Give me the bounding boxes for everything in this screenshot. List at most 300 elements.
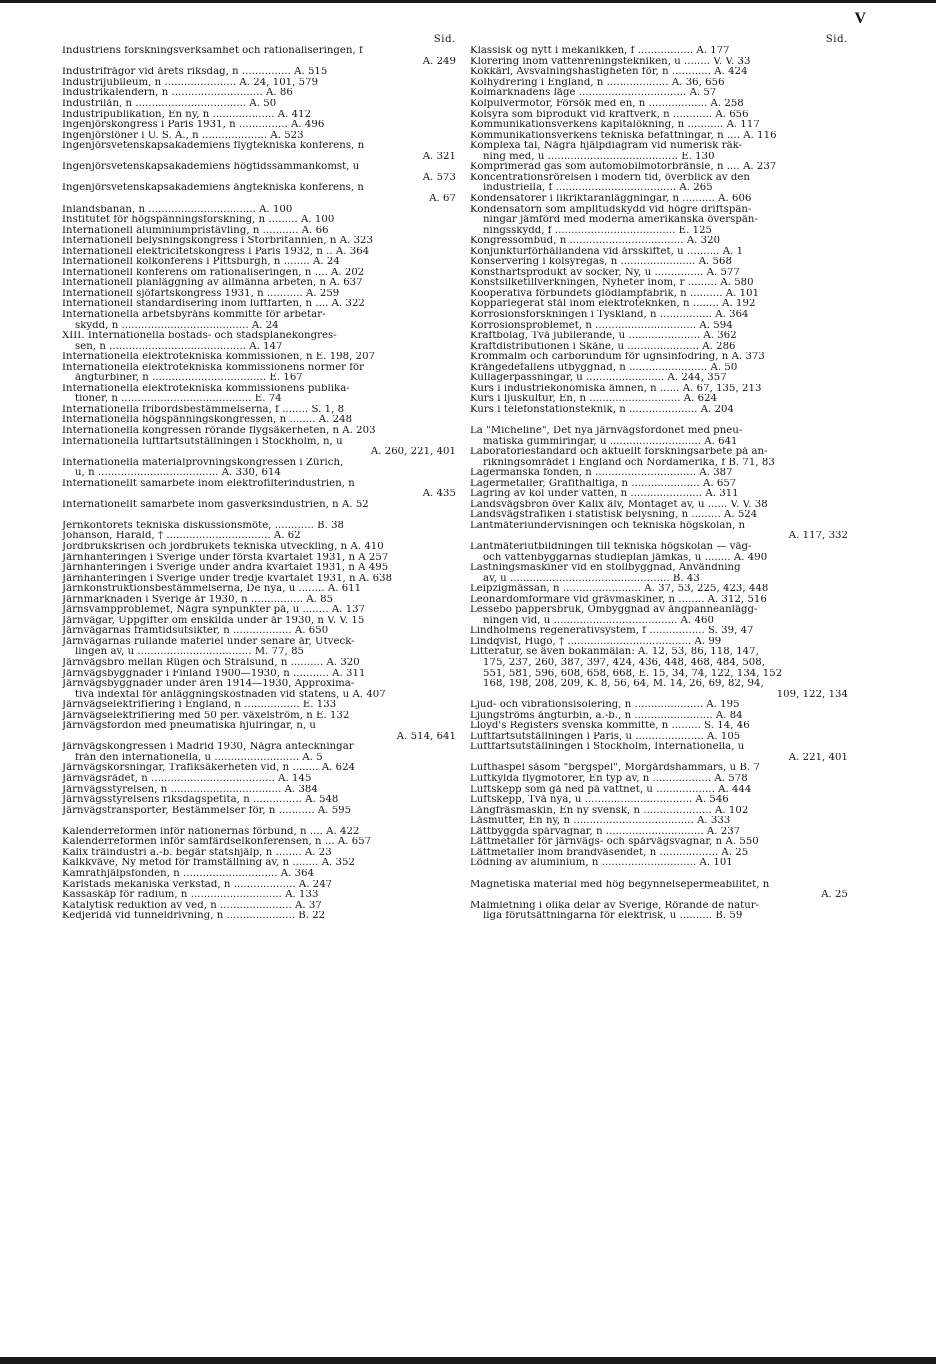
index-entry — [470, 848, 848, 859]
entry-line: 175, 237, 260, 387, 397, 424, 436, 448, 468, 484, 508, — [483, 658, 766, 669]
entry-line: Kraftdistributionen i Skåne, u ...................... A. 286 — [470, 341, 736, 352]
index-entry — [62, 247, 456, 258]
entry-line: Järnvägarnas rullande materiel under senare år, Utveck- — [62, 636, 355, 647]
entry-line: Internationella elektrotekniska kommissionens publika- — [62, 383, 350, 394]
entry-line: A. 435 — [422, 489, 456, 500]
entry-line: Lantmäteriundervisningen och tekniska högskolan, n — [470, 520, 746, 531]
section-gap — [62, 816, 456, 827]
entry-line: Järnvägsbyggnader i Finland 1900—1930, n ........... A. 311 — [62, 668, 366, 679]
entry-line: Kondensatorn som amplitudskydd vid högre driftspän- — [470, 204, 752, 215]
index-entry — [62, 415, 456, 426]
entry-line: Järnvägstransporter, Bestämmelser för, n ........... A. 595 — [62, 805, 352, 816]
index-entry — [470, 626, 848, 637]
entry-line: ningar jämförd med moderna amerikanska överspän- — [483, 215, 758, 226]
entry-line: Järnvägselektrifiering med 50 per. växelström, n E. 132 — [62, 710, 350, 721]
entry-line: Ingenjörsvetenskapsakademiens flygtekniska konferens, n — [62, 141, 365, 152]
index-column-left — [62, 35, 456, 922]
entry-line: Kommunikationsverkens kapitalökning, n ........... A. 117 — [470, 120, 760, 131]
index-entry — [470, 46, 848, 57]
index-entry — [62, 553, 456, 564]
entry-line: Kraftbolag, Två jubilerande, u ...................... A. 362 — [470, 331, 737, 342]
index-entry — [62, 257, 456, 268]
index-entry — [470, 637, 848, 648]
entry-line: sen, n .......................................... A. 147 — [75, 341, 283, 352]
section-gap — [62, 510, 456, 521]
index-entry — [470, 278, 848, 289]
index-entry — [62, 637, 456, 658]
entry-line: ning med, u ........................................ E. 130 — [483, 151, 715, 162]
entry-line: Lagermanska fonden, n ............................... A. 387 — [470, 468, 733, 479]
index-entry — [62, 763, 456, 774]
entry-line: A. 573 — [422, 172, 456, 183]
index-entry — [62, 837, 456, 848]
entry-line: Internationell konferens om rationaliseringen, n .... A. 202 — [62, 267, 365, 278]
entry-line: Leipzigmässan, n ........................ A. 37, 53, 225, 423, 448 — [470, 584, 769, 595]
entry-line: Industripublikation, En ny, n ................... A. 412 — [62, 109, 312, 120]
index-entry — [470, 785, 848, 796]
index-column-right — [470, 35, 848, 922]
index-entry — [470, 732, 848, 743]
entry-line: Industrijubileum, n ...................... A. 24, 101, 579 — [62, 77, 319, 88]
entry-line: Kolhydrering i England, n ................... A. 36, 656 — [470, 77, 725, 88]
entry-line: Lättmetaller inom brandväsendet, n .................. A. 25 — [470, 847, 749, 858]
index-entry — [470, 363, 848, 374]
entry-line: Inlandsbanan, n ................................. A. 100 — [62, 204, 293, 215]
entry-line: Internationella kongressen rörande flygsäkerheten, n A. 203 — [62, 425, 376, 436]
index-entry — [62, 605, 456, 616]
entry-line: av, u ................................................. B. 43 — [483, 573, 700, 584]
index-entry — [62, 226, 456, 237]
index-entry — [62, 700, 456, 711]
entry-line: Kalix träindustri a.-b. begär statshjälp, n ........ A. 23 — [62, 847, 332, 858]
entry-line: Järnhanteringen i Sverige under andra kvartalet 1931, n A 495 — [62, 563, 389, 574]
entry-line: och vattenbyggarnas studieplan jämkas, u ........ A. 490 — [483, 552, 768, 563]
entry-line: Institutet för högspänningsforskning, n ......... A. 100 — [62, 215, 335, 226]
entry-line: A. 321 — [422, 151, 456, 162]
entry-line: lingen av, u ................................... M. 77, 85 — [75, 647, 305, 658]
index-entry — [62, 721, 456, 742]
entry-line: A. 514, 641 — [396, 731, 456, 742]
entry-line: Lindholmens regenerativsystem, f ................. S. 39, 47 — [470, 626, 754, 637]
entry-line: A. 249 — [422, 56, 456, 67]
entry-line: Ingenjörsvetenskapsakademiens högtidssammankomst, u — [62, 162, 360, 173]
entry-list — [470, 46, 848, 921]
index-entry — [470, 510, 848, 521]
entry-line: Internationella elektrotekniska kommissionens normer för — [62, 362, 365, 373]
entry-line: Järnsvampproblemet, Några synpunkter på, u ........ A. 137 — [62, 605, 366, 616]
index-entry — [470, 268, 848, 279]
entry-line: Kommunikationsverkens tekniska befattningar, n .... A. 116 — [470, 130, 777, 141]
index-entry — [62, 848, 456, 859]
index-entry — [470, 120, 848, 131]
entry-line: Kurs i ljuskultur, En, n ............................ A. 624 — [470, 394, 718, 405]
index-entry — [62, 363, 456, 384]
index-entry — [62, 479, 456, 500]
column-header: Sid. — [433, 34, 456, 45]
entry-line: 168, 198, 208, 209, K. 8, 56, 64, M. 14, 26, 69, 82, 94, — [483, 679, 764, 690]
index-entry — [62, 458, 456, 479]
entry-line: Ljud- och vibrationsisolering, n ..................... A. 195 — [470, 700, 740, 711]
entry-line: Lödning av aluminium, n ............................. A. 101 — [470, 858, 733, 869]
entry-line: Kullagerpassningar, u ........................ A. 244, 357 — [470, 373, 727, 384]
entry-line: XIII. Internationella bostads- och stadsplanekongres- — [62, 331, 337, 342]
entry-line: Katalytisk reduktion av ved, n ...................... A. 37 — [62, 900, 322, 911]
entry-line: ningsskydd, f ..................................... E. 125 — [483, 225, 713, 236]
index-entry — [470, 827, 848, 838]
entry-line: Komplexa tal, Några hjälpdiagram vid numerisk räk- — [470, 141, 743, 152]
index-entry — [62, 669, 456, 680]
index-entry — [62, 384, 456, 405]
entry-line: Leonardomformare vid grävmaskiner, n ........ A. 312, 516 — [470, 594, 767, 605]
index-entry — [62, 500, 456, 511]
index-entry — [62, 278, 456, 289]
entry-line: Luftfartsutställningen i Paris, u ..................... A. 105 — [470, 731, 741, 742]
entry-line: Johanson, Harald, † ................................ A. 62 — [62, 531, 301, 542]
entry-line: Internationella högspänningskongressen, n ........ A. 248 — [62, 415, 353, 426]
entry-line: Industrifrågor vid årets riksdag, n ............... A. 515 — [62, 67, 328, 78]
index-entry — [62, 110, 456, 121]
index-entry — [62, 215, 456, 226]
index-entry — [470, 595, 848, 606]
index-entry — [470, 141, 848, 162]
entry-line: Ljungströms ångturbin, a.-b., n ........................ A. 84 — [470, 710, 743, 721]
index-entry — [470, 880, 848, 901]
index-entry — [62, 67, 456, 78]
entry-line: Järnvägsbro mellan Rügen och Stralsund, n .......... A. 320 — [62, 658, 360, 669]
index-entry — [62, 563, 456, 574]
index-entry — [470, 162, 848, 173]
entry-line: Lastningsmaskiner vid en stollbyggnad, Användning — [470, 563, 741, 574]
index-entry — [470, 489, 848, 500]
index-entry — [62, 162, 456, 183]
index-entry — [62, 658, 456, 669]
index-entry — [470, 310, 848, 321]
index-entry — [62, 901, 456, 912]
entry-line: Luftkylda flygmotorer, En typ av, n .................. A. 578 — [470, 774, 748, 785]
entry-line: Landsvägstrafiken i statistisk belysning, n ......... A. 524 — [470, 510, 758, 521]
entry-line: Lagermetaller, Grafithaltiga, n ..................... A. 657 — [470, 478, 737, 489]
index-entry — [62, 88, 456, 99]
index-entry — [470, 247, 848, 258]
entry-line: Järnvägskongressen i Madrid 1930, Några anteckningar — [62, 742, 354, 753]
index-entry — [470, 173, 848, 194]
entry-line: Lantmäteriutbildningen till tekniska högskolan — väg- — [470, 542, 752, 552]
entry-line: Magnetiska material med hög begynnelsepermeabilitet, n — [470, 879, 770, 890]
entry-list — [62, 46, 456, 921]
entry-line: Internationella materialprovningskongressen i Zürich, — [62, 457, 344, 468]
index-entry — [62, 310, 456, 331]
entry-line: Järnvägselektrifiering i England, n ................. E. 133 — [62, 700, 337, 711]
entry-line: Järnvägskorsningar, Trafiksäkerheten vid, n ........ A. 624 — [62, 763, 356, 774]
entry-line: Järnvägar, Uppgifter om enskilda under år 1930, n V. V. 15 — [62, 615, 365, 626]
entry-line: Ingenjörsvetenskapsakademiens ångtekniska konferens, n — [62, 183, 364, 194]
index-entry — [62, 46, 456, 67]
index-entry — [62, 205, 456, 216]
entry-line: Internationell elektricitetskongress i Paris 1932, n .. A. 364 — [62, 246, 370, 257]
entry-line: Lagring av kol under vatten, n ...................... A. 311 — [470, 489, 739, 500]
entry-line: Konstsilketillverkningen, Nyheter inom, r ......... A. 580 — [470, 278, 754, 289]
index-entry — [62, 331, 456, 352]
entry-line: Kalkkväve, Ny metod för framställning av, n ........ A. 352 — [62, 858, 355, 869]
entry-line: Internationella luftfartsutställningen i Stockholm, n, u — [62, 436, 343, 447]
entry-line: Låsmutter, En ny, n ..................................... A. 333 — [470, 816, 731, 827]
index-entry — [470, 373, 848, 384]
entry-line: ningen vid, u ...................................... A. 460 — [483, 615, 714, 626]
entry-line: A. 117, 332 — [788, 531, 848, 542]
index-entry — [470, 837, 848, 848]
section-gap — [470, 415, 848, 426]
index-entry — [62, 289, 456, 300]
entry-line: Klorering inom vattenreningstekniken, u ........ V. V. 33 — [470, 56, 751, 67]
entry-line: Internationella fribordsbestämmelserna, f ........ S. 1, 8 — [62, 404, 345, 415]
index-entry — [62, 795, 456, 806]
index-entry — [470, 131, 848, 142]
index-entry — [470, 521, 848, 542]
entry-line: Internationella elektrotekniska kommissionen, n E. 198, 207 — [62, 352, 376, 363]
index-entry — [470, 331, 848, 342]
index-entry — [62, 426, 456, 437]
index-entry — [62, 437, 456, 458]
entry-line: Internationella arbetsbyråns kommitté för arbetar- — [62, 309, 326, 320]
index-entry — [62, 679, 456, 700]
entry-line: Kurs i industriekonomiska ämnen, n ...... A. 67, 135, 213 — [470, 383, 762, 394]
entry-line: rikningsområdet i England och Nordamerika, f B. 71, 83 — [483, 457, 775, 468]
entry-line: Ingenjörslöner i U. S. A., n .................... A. 523 — [62, 130, 304, 141]
entry-line: La "Micheline", Det nya järnvägsfordonet med pneu- — [470, 425, 743, 436]
index-entry — [62, 131, 456, 142]
entry-line: Järnvägsbyggnader under åren 1914—1930, Approxima- — [62, 679, 355, 690]
entry-line: ångturbiner, n ................................... E. 167 — [75, 373, 303, 384]
entry-line: Konjunkturförhållandena vid årsskiftet, u .......... A. 1 — [470, 246, 744, 257]
index-entry — [62, 268, 456, 279]
entry-line: Jordbrukskrisen och jordbrukets tekniska utveckling, n A. 410 — [62, 542, 384, 552]
index-entry — [470, 700, 848, 711]
index-entry — [470, 721, 848, 732]
entry-line: Järnmarknaden i Sverige år 1930, n ................ A. 85 — [62, 594, 334, 605]
index-entry — [470, 194, 848, 205]
entry-line: Internationellt samarbete inom elektrofilterindustrien, n — [62, 478, 355, 489]
index-entry — [470, 299, 848, 310]
entry-line: Konservering i kolsyregas, n ....................... A. 568 — [470, 257, 732, 268]
entry-line: Kokkärl, Avsvalningshastigheten för, n ............ A. 424 — [470, 67, 748, 78]
index-entry — [470, 205, 848, 237]
entry-line: Kalenderreformen inför nationernas förbund, n .... A. 422 — [62, 826, 360, 837]
index-entry — [62, 869, 456, 880]
entry-line: Malmletning i olika delar av Sverige, Rörande de natur- — [470, 900, 760, 911]
entry-line: Lättbyggda spårvagnar, n .............................. A. 237 — [470, 826, 741, 837]
index-entry — [62, 626, 456, 637]
index-entry — [62, 774, 456, 785]
index-entry — [470, 816, 848, 827]
index-entry — [470, 67, 848, 78]
entry-line: liga förutsättningarna för elektrisk, u .......... B. 59 — [483, 911, 743, 922]
entry-line: Internationell kolkonferens i Pittsburgh, n ........ A. 24 — [62, 257, 340, 268]
column-header: Sid. — [825, 34, 848, 45]
index-entry — [470, 78, 848, 89]
index-entry — [470, 289, 848, 300]
index-entry — [62, 616, 456, 627]
entry-line: Järnvägsrådet, n ...................................... A. 145 — [62, 774, 312, 785]
index-entry — [62, 574, 456, 585]
entry-line: industriella, f ..................................... A. 265 — [483, 183, 713, 194]
entry-line: Klassisk og nytt i mekanikken, f ................. A. 177 — [470, 46, 730, 57]
index-entry — [470, 858, 848, 869]
index-entry — [470, 563, 848, 584]
index-entry — [62, 858, 456, 869]
entry-line: Internationell belysningskongress i Storbritannien, n A. 323 — [62, 236, 374, 247]
index-entry — [62, 785, 456, 796]
entry-line: A. 67 — [429, 193, 456, 204]
index-entry — [62, 521, 456, 532]
index-entry — [62, 78, 456, 89]
index-entry — [470, 352, 848, 363]
page-number: V — [854, 10, 866, 27]
section-gap — [470, 869, 848, 880]
index-entry — [470, 479, 848, 490]
entry-line: Kolpulvermotor, Försök med en, n .................. A. 258 — [470, 99, 744, 110]
entry-line: Luftskepp, Två nya, u ................................. A. 546 — [470, 795, 729, 806]
index-entry — [470, 384, 848, 395]
entry-line: tioner, n ........................................ E. 74 — [75, 394, 282, 405]
index-entry — [62, 236, 456, 247]
entry-line: Krångedefallens utbyggnad, n ........................ A. 50 — [470, 362, 738, 373]
entry-line: Internationell standardisering inom luftfarten, n .... A. 322 — [62, 299, 365, 310]
index-entry — [62, 299, 456, 310]
index-entry — [470, 99, 848, 110]
index-entry — [62, 806, 456, 817]
index-entry — [62, 141, 456, 162]
index-entry — [62, 352, 456, 363]
index-entry — [62, 542, 456, 553]
index-entry — [470, 57, 848, 68]
index-entry — [470, 447, 848, 468]
entry-line: Lufthaspel såsom "bergspel", Morgårdshammars, u B. 7 — [470, 763, 760, 774]
index-entry — [470, 795, 848, 806]
index-entry — [470, 711, 848, 722]
index-entry — [62, 880, 456, 891]
entry-line: 109, 122, 134 — [776, 689, 848, 700]
entry-line: Korrosionsproblemet, n ............................... A. 594 — [470, 320, 733, 331]
entry-line: Koncentrationsrörelsen i modern tid, överblick av den — [470, 172, 750, 183]
index-entry — [470, 901, 848, 922]
entry-line: Kalenderreformen inför samfärdselkonferensen, n ... A. 657 — [62, 837, 372, 848]
entry-line: A. 221, 401 — [788, 752, 848, 763]
entry-line: Järnvägsfordon med pneumatiska hjulringar, n, u — [62, 721, 316, 732]
entry-line: Kolsyra som biprodukt vid kraftverk, n ............ A. 656 — [470, 109, 749, 120]
entry-line: Kurs i telefonstationsteknik, n ..................... A. 204 — [470, 404, 734, 415]
index-entry — [470, 605, 848, 626]
index-entry — [62, 120, 456, 131]
entry-line: Ingenjörskongress i Paris 1931, n ............... A. 496 — [62, 120, 325, 131]
entry-line: Kondensatorer i likriktaranläggningar, n .......... A. 606 — [470, 193, 752, 204]
index-entry — [470, 584, 848, 595]
index-entry — [62, 890, 456, 901]
index-entry — [470, 468, 848, 479]
index-entry — [470, 500, 848, 511]
entry-line: Kassaskåp för radium, n ............................ A. 133 — [62, 890, 319, 901]
entry-line: Lloyd's Registers svenska kommitté, n ......... S. 14, 46 — [470, 721, 750, 732]
entry-line: Lättmetaller för järnvägs- och spårvägsvagnar, n A. 550 — [470, 837, 759, 848]
entry-line: A. 260, 221, 401 — [370, 447, 456, 458]
entry-line: Internationell sjöfartskongress 1931, n ........... A. 259 — [62, 288, 340, 299]
index-entry — [470, 405, 848, 416]
index-entry — [470, 321, 848, 332]
entry-line: Luftfartsutställningen i Stockholm, Internationella, u — [470, 742, 745, 753]
index-entry — [470, 426, 848, 447]
entry-line: Lessebo pappersbruk, Ombyggnad av ångpanneanlägg- — [470, 605, 758, 616]
entry-line: A. 25 — [821, 890, 848, 901]
entry-line: Lindqvist, Hugo, † ...................................... A. 99 — [470, 636, 722, 647]
index-entry — [470, 806, 848, 817]
entry-line: skydd, n ....................................... A. 24 — [75, 320, 279, 331]
top-rule — [0, 0, 936, 3]
index-entry — [62, 183, 456, 204]
index-entry — [62, 595, 456, 606]
entry-line: Kooperativa förbundets glödlampfabrik, n .......... A. 101 — [470, 288, 760, 299]
entry-line: från den internationella, u .......................... A. 5 — [75, 752, 323, 763]
entry-line: Järnkonstruktionsbestämmelserna, De nya, u ........ A. 611 — [62, 584, 362, 595]
entry-line: Industriens forskningsverksamhet och rationaliseringen, f — [62, 46, 363, 57]
entry-line: Litteratur, se även bokanmälan: A. 12, 53, 86, 118, 147, — [470, 647, 759, 658]
entry-line: Karlstads mekaniska verkstad, n ................... A. 247 — [62, 879, 333, 890]
entry-line: Krommalm och carborundum för ugnsinfodring, n A. 373 — [470, 352, 765, 363]
entry-line: matiska gummiringar, u ............................ A. 641 — [483, 436, 738, 447]
index-entry — [62, 711, 456, 722]
entry-line: Järnvägsstyrelsen, n .................................. A. 384 — [62, 784, 318, 795]
index-entry — [62, 99, 456, 110]
entry-line: Konsthartsprodukt av socker, Ny, u ............... A. 577 — [470, 267, 740, 278]
entry-line: Internationell planläggning av allmänna arbeten, n A. 637 — [62, 278, 363, 289]
entry-line: Industrikalendern, n ............................ A. 86 — [62, 88, 293, 99]
index-entry — [470, 542, 848, 563]
entry-line: 551, 581, 596, 608, 658, 668, E. 15, 34, 74, 122, 134, 152 — [483, 668, 783, 679]
entry-line: Internationellt samarbete inom gasverksindustrien, n A. 52 — [62, 499, 369, 510]
entry-line: Järnvägarnas framtidsutsikter, n .................. A. 650 — [62, 626, 329, 637]
entry-line: Komprimerad gas som automobilmotorbränsle, n .... A. 237 — [470, 162, 777, 173]
entry-line: Industrilån, n .................................. A. 50 — [62, 99, 277, 110]
entry-line: Kedjeridå vid tunneldrivning, n ..................... B. 22 — [62, 911, 326, 922]
index-entry — [470, 236, 848, 247]
index-entry — [470, 342, 848, 353]
entry-line: Luftskepp som gå ned på vattnet, u .................. A. 444 — [470, 784, 752, 795]
entry-line: Laboratoriestandard och aktuellt forskningsarbete på an- — [470, 447, 768, 458]
index-entry — [62, 405, 456, 416]
index-entry — [62, 827, 456, 838]
index-entry — [470, 394, 848, 405]
index-entry — [470, 647, 848, 700]
entry-line: Kongressombud, n ................................... A. 320 — [470, 236, 721, 247]
index-entry — [62, 584, 456, 595]
index-entry — [470, 88, 848, 99]
entry-line: Kamrathjälpsfonden, n ............................. A. 364 — [62, 868, 315, 879]
entry-line: Jernkontorets tekniska diskussionsmöte, ............ B. 38 — [62, 520, 345, 531]
index-entry — [470, 110, 848, 121]
entry-line: Långfräsmaskin, En ny svensk, n ..................... A. 102 — [470, 805, 749, 816]
index-entry — [62, 531, 456, 542]
entry-line: Kolmarknadens läge ................................. A. 57 — [470, 88, 717, 99]
bottom-rule — [0, 1357, 936, 1364]
index-entry — [470, 763, 848, 774]
entry-line: Korrosionsforskningen i Tyskland, n ................ A. 364 — [470, 309, 749, 320]
entry-line: Landsvägsbron över Kalix älv, Montaget av, u ...... V. V. 38 — [470, 499, 768, 510]
entry-line: Järnhanteringen i Sverige under första kvartalet 1931, n A 257 — [62, 552, 389, 563]
entry-line: Järnhanteringen i Sverige under tredje kvartalet 1931, n A. 638 — [62, 573, 393, 584]
index-entry — [62, 742, 456, 763]
entry-line: tiva indextal för anläggningskostnaden vid statens, u A. 407 — [75, 689, 386, 700]
entry-line: Kopparlegerat stål inom elektroteknken, n ........ A. 192 — [470, 299, 756, 310]
entry-line: Internationell aluminiumpristävling, n ........... A. 66 — [62, 225, 329, 236]
entry-line: Järnvägsstyrelsens riksdagspetita, n ............... A. 548 — [62, 795, 339, 806]
